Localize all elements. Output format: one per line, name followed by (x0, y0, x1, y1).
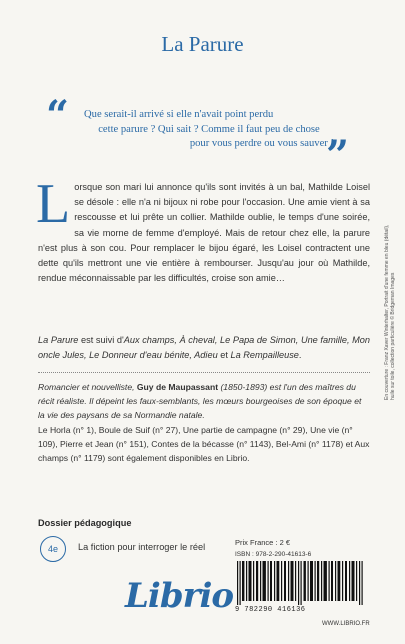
credits-line-1: En couverture : Franz Xaver Winterhalter, Portrait d'une femme en bleu (détail), (384, 224, 390, 400)
drop-cap: L (36, 173, 71, 235)
contents-note (38, 333, 370, 363)
dossier-title: Dossier pédagogique (38, 518, 132, 528)
pull-quote (84, 108, 334, 152)
contents-and: et (217, 350, 231, 360)
plot-summary (36, 173, 370, 286)
isbn-label: ISBN : 978-2-290-41613-6 (235, 551, 312, 558)
opening-quote-mark: “ (46, 92, 70, 139)
author-name: Guy de Maupassant (136, 382, 219, 392)
pull-quote-line-3: pour vous perdre ou vous sauver ! (189, 138, 334, 149)
pull-quote-line-1: Que serait-il arrivé si elle n'avait point perdu (84, 109, 274, 120)
contents-end: . (298, 350, 302, 360)
summary-text: orsque son mari lui annonce qu'ils sont invités à un bal, Mathilde Loisel se désole : elle n'a ni bijoux ni robe pour l'occasion. Une amie vient à sa rescousse et lui prête un collier. Mathilde oublie, le temps d'une soirée, sa vie morne de femme d'employé. Mais de retour chez elle, la parure n'est plus à son cou. Pour remplacer le bijou égaré, les Loisel contractent une dette qu'ils mettront une vie entière à rembourser. Jusqu'au jour où Mathilde, rendue méconnaissable par les difficultés, croise son amie… (38, 182, 370, 284)
credits-line-2: huile sur toile, collection particulière © Bridgeman Images (390, 272, 396, 400)
cover-credits (384, 200, 396, 400)
barcode (235, 561, 369, 605)
dossier-description: La fiction pour interroger le réel (78, 542, 206, 552)
author-intro: Romancier et nouvelliste, (38, 382, 137, 392)
book-title: La Parure (161, 32, 244, 56)
dotted-divider (38, 372, 370, 373)
contents-list: Aux champs, À cheval, Le Papa de Simon, Une famille, Mon oncle Jules, Le Donneur d'eau bénite, Adieu (38, 335, 370, 360)
author-description: (1850-1893) est l'un des maîtres du récit réaliste. Il dépeint les faux-semblants, les mœurs bourgeoises de son époque et la vie des paysans de sa Normandie natale. (38, 382, 362, 421)
price-label: Prix France : 2 € (235, 538, 291, 547)
pull-quote-line-2: cette parure ? Qui sait ? Comme il faut peu de chose (98, 123, 320, 135)
website-url: WWW.LIBRIO.FR (322, 621, 370, 627)
author-works: Le Horla (n° 1), Boule de Suif (n° 27), Une partie de campagne (n° 29), Une vie (n° 109), Pierre et Jean (n° 151), Contes de la bécasse (n° 1143), Bel-Ami (n° 1178) et Aux champs (n° 1179) sont également disponibles en Librio. (38, 424, 370, 464)
contents-last: La Rempailleuse (230, 350, 299, 360)
grade-level-badge: 4e (40, 536, 66, 562)
author-bio (38, 380, 370, 465)
librio-logo: Librio (125, 576, 234, 616)
closing-quote-mark: ” (326, 132, 350, 179)
barcode-number: 9 782290 416136 (235, 606, 306, 614)
contents-connector: est suivi d' (78, 335, 124, 345)
contents-title: La Parure (38, 335, 79, 345)
